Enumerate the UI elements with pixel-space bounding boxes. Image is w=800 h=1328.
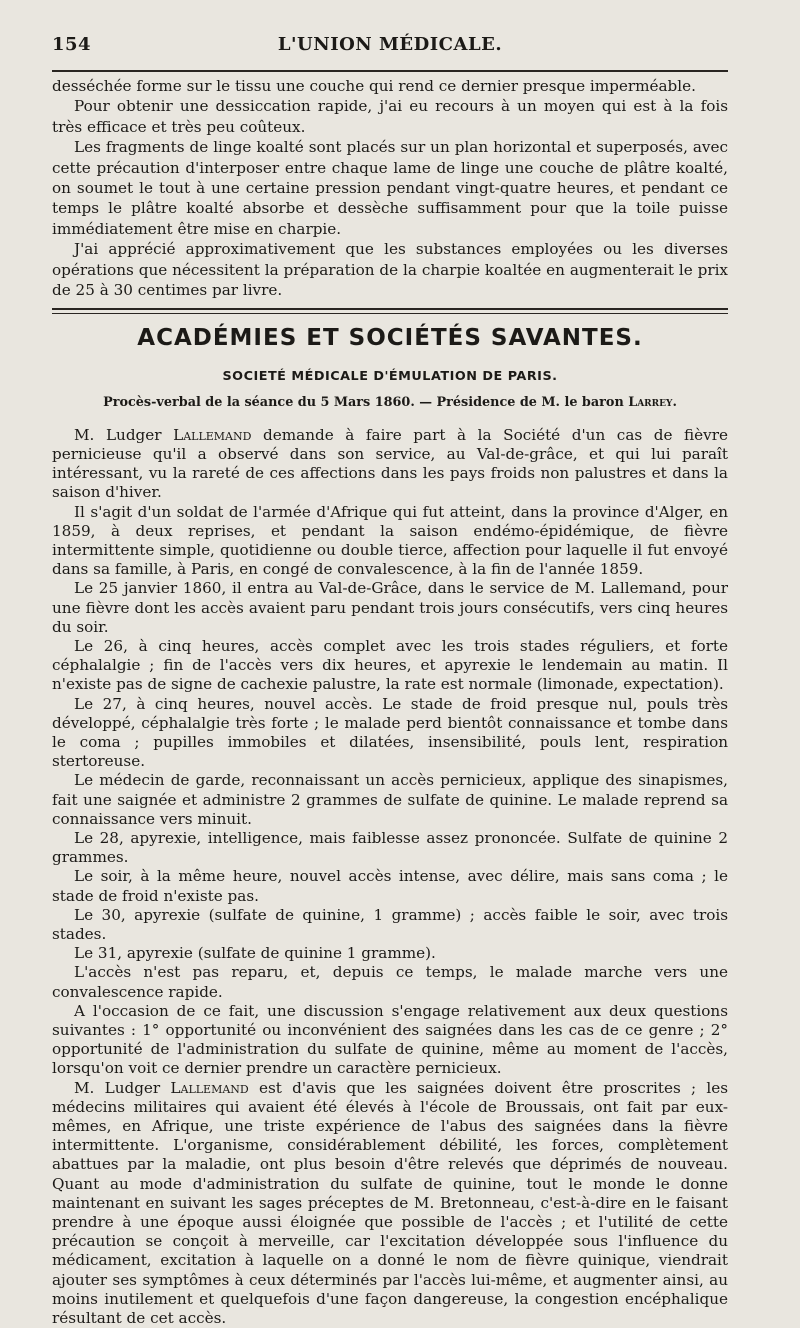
paragraph-text: Le 28, apyrexie, intelligence, mais faiblesse assez prononcée. Sulfate de quinine 2 grammes. bbox=[52, 828, 728, 867]
speaker-name: Lallemand bbox=[173, 425, 252, 444]
intro-text bbox=[52, 76, 728, 300]
minutes-paragraph bbox=[52, 1002, 728, 1079]
minutes-paragraph bbox=[52, 579, 728, 637]
section-title: ACADÉMIES ET SOCIÉTÉS SAVANTES. bbox=[137, 325, 643, 352]
minutes-text bbox=[52, 426, 728, 1328]
paragraph-text: Le médecin de garde, reconnaissant un accès pernicieux, applique des sinapismes, fait une saignée et administre 2 grammes de sulfate de quinine. Le malade reprend sa connaissance vers minuit. bbox=[52, 771, 728, 828]
proces-prefix: Procès-verbal de la séance du 5 Mars 1860. — Présidence de M. le baron bbox=[103, 395, 629, 411]
paragraph-text: Le 27, à cinq heures, nouvel accès. Le stade de froid presque nul, pouls très développé, céphalalgie très forte ; le malade perd bientôt connaissance et tombe dans le coma ; pupilles immobiles et dilatées, insensibilité, pouls lent, respiration stertoreuse. bbox=[52, 694, 728, 771]
minutes-paragraph bbox=[52, 867, 728, 905]
intro-paragraph: Les fragments de linge koalté sont placés sur un plan horizontal et superposés, avec cette précaution d'interposer entre chaque lame de linge une couche de plâtre koalté, on soumet le tout à une certaine pression pendant vingt-quatre heures, et pendant ce temps le plâtre koalté absorbe et dessèche suffisamment pour que la toile puisse immédiatement être mise en charpie. bbox=[52, 138, 728, 238]
paragraph-text: Le soir, à la même heure, nouvel accès intense, avec délire, mais sans coma ; le stade de froid n'existe pas. bbox=[52, 867, 728, 905]
page-number: 154 bbox=[52, 34, 92, 55]
paragraph-text: est d'avis que les saignées doivent être proscrites ; les médecins militaires qui avaient été élevés à l'école de Broussais, ont fait par eux-mêmes, en Afrique, une triste expérience de l'abus des saignées dans la fièvre intermittente. L'organisme, considérablement débilité, les forces, complètement abattues par la maladie, ont plus besoin d'être relevés que déprimés de nouveau. Quant au mode d'administration du sulfate de quinine, tout le monde le donne maintenant en suivant les sages préceptes de M. Bretonneau, c'est-à-dire en le faisant prendre à une époque aussi éloignée que possible de l'accès ; et l'utilité de cette précaution se conçoit à merveille, car l'excitation développée sous l'influence du médicament, excitation à laquelle on a donné le nom de fièvre quinique, viendrait ajouter ses symptômes à ceux déterminés par l'accès lui-même, et augmenter ainsi, au moins inutilement et quelquefois d'une façon dangereuse, la congestion encéphalique résultant de cet accès. bbox=[52, 1078, 729, 1328]
speaker-name: Lallemand bbox=[170, 1078, 249, 1097]
minutes-paragraph bbox=[52, 637, 728, 695]
intro-paragraph: J'ai apprécié approximativement que les substances employées ou les diverses opérations que nécessitent la préparation de la charpie koaltée en augmenterait le prix de 25 à 30 centimes par livre. bbox=[52, 240, 728, 300]
paragraph-text: Il s'agit d'un soldat de l'armée d'Afrique qui fut atteint, dans la province d'Alger, en 1859, à deux reprises, et pendant la saison endémo-épidémique, de fièvre intermittente simple, quotidienne ou double tierce, affection pour laquelle il fut envoyé dans sa famille, à Paris, en congé de convalescence, à la fin de l'année 1859. bbox=[52, 502, 728, 579]
minutes-paragraph bbox=[52, 906, 728, 944]
minutes-paragraph bbox=[52, 503, 728, 580]
society-heading: SOCIETÉ MÉDICALE D'ÉMULATION DE PARIS. bbox=[222, 368, 558, 384]
journal-title: L'UNION MÉDICALE. bbox=[277, 34, 503, 55]
paragraph-text: A l'occasion de ce fait, une discussion s'engage relativement aux deux questions suivantes : 1° opportunité ou inconvénient des saignées dans les cas de ce genre ; 2° opportunité de l'administration du sulfate de quinine, même au moment de l'accès, lorsqu'on voit ce dernier prendre un caractère pernicieux. bbox=[52, 1001, 728, 1078]
minutes-paragraph bbox=[52, 771, 728, 829]
minutes-paragraph bbox=[52, 695, 728, 772]
minutes-paragraph bbox=[52, 829, 728, 867]
page-header bbox=[52, 30, 728, 58]
proces-verbal-line bbox=[52, 393, 728, 413]
minutes-paragraph bbox=[52, 1079, 728, 1328]
minutes-paragraph bbox=[52, 944, 728, 963]
paragraph-text: Le 30, apyrexie (sulfate de quinine, 1 gramme) ; accès faible le soir, avec trois stades. bbox=[52, 905, 728, 943]
intro-paragraph: desséchée forme sur le tissu une couche qui rend ce dernier presque imperméable. bbox=[52, 77, 696, 95]
paragraph-lead: M. Ludger bbox=[74, 425, 174, 444]
paragraph-text: Le 26, à cinq heures, accès complet avec les trois stades réguliers, et forte céphalalgie ; fin de l'accès vers dix heures, et apyrexie le lendemain au matin. Il n'existe pas de signe de cachexie palustre, la rate est normale (limonade, expectation). bbox=[52, 636, 728, 694]
paragraph-lead: M. Ludger bbox=[74, 1078, 171, 1097]
intro-paragraph: Pour obtenir une dessiccation rapide, j'ai eu recours à un moyen qui est à la fois très efficace et très peu coûteux. bbox=[52, 97, 728, 136]
minutes-paragraph bbox=[52, 963, 728, 1001]
minutes-paragraph bbox=[52, 426, 728, 503]
paragraph-text: Le 31, apyrexie (sulfate de quinine 1 gramme). bbox=[74, 944, 436, 963]
article-body bbox=[52, 76, 728, 1328]
president-name: Larrey bbox=[628, 395, 673, 411]
paragraph-text: demande à faire part à la Société d'un cas de fièvre pernicieuse qu'il a observé dans son service, au Val-de-grâce, et qui lui paraît intéressant, vu la rareté de ces affections dans les pays froids non palustres et dans la saison d'hiver. bbox=[52, 425, 729, 502]
header-rule bbox=[52, 70, 728, 72]
proces-suffix: . bbox=[672, 395, 677, 411]
paragraph-text: Le 25 janvier 1860, il entra au Val-de-Grâce, dans le service de M. Lallemand, pour une fièvre dont les accès avaient paru pendant trois jours consécutifs, vers cinq heures du soir. bbox=[52, 579, 728, 636]
section-divider bbox=[52, 308, 728, 314]
paragraph-text: L'accès n'est pas reparu, et, depuis ce temps, le malade marche vers une convalescence rapide. bbox=[52, 963, 728, 1001]
